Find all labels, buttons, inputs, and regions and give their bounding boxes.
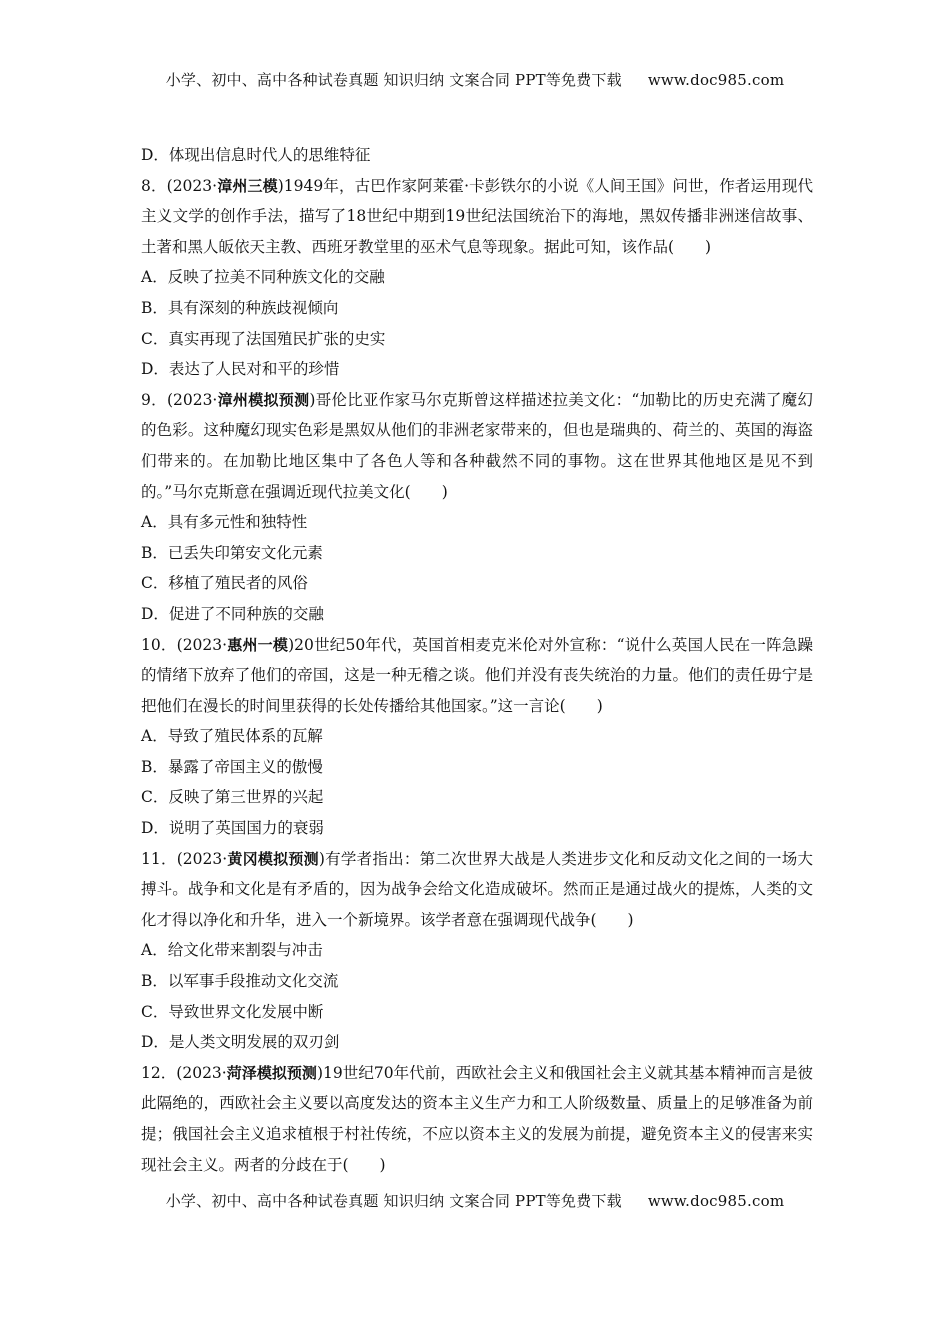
source-open: (2023· [176, 635, 228, 654]
question-number: 9． [141, 390, 167, 409]
question-number: 12． [141, 1063, 177, 1082]
source-close: ) [277, 176, 284, 195]
question-text: 1949年，古巴作家阿莱霍·卡彭铁尔的小说《人间王国》问世，作者运用现代主义文学的创作手法，描写了18世纪中期到19世纪法国统治下的海地，黑奴传播非洲迷信故事、土著和黑人皈依天主教、西班牙教堂里的巫术气息等现象。据此可知，该作品( ) [141, 176, 813, 256]
question-stem [141, 844, 813, 936]
source-close: ) [288, 635, 295, 654]
source-close: ) [316, 1063, 324, 1082]
option-b: B．具有深刻的种族歧视倾向 [141, 298, 339, 317]
question-9 [141, 385, 813, 630]
question-content [141, 140, 813, 1180]
option-b: B．暴露了帝国主义的傲慢 [141, 757, 323, 776]
option-d: D．表达了人民对和平的珍惜 [141, 360, 340, 379]
option-a: A．具有多元性和独特性 [141, 513, 308, 532]
header-text: 小学、初中、高中各种试卷真题 知识归纳 文案合同 PPT等免费下载 [165, 71, 622, 89]
header-site-link[interactable]: www.doc985.com [647, 71, 785, 89]
source-open: (2023· [176, 849, 228, 868]
source-open: (2023· [166, 390, 218, 409]
question-source: 漳州模拟预测 [217, 390, 310, 409]
question-12 [141, 1058, 813, 1180]
page-footer [0, 1190, 950, 1211]
question-number: 8． [141, 176, 167, 195]
question-text: 哥伦比亚作家马尔克斯曾这样描述拉美文化：“加勒比的历史充满了魔幻的色彩。这种魔幻现实色彩是黑奴从他们的非洲老家带来的，但也是瑞典的、荷兰的、英国的海盗们带来的。在加勒比地区集中了各色人等和各种截然不同的事物。这在世界其他地区是见不到的。”马尔克斯意在强调近现代拉美文化( ) [141, 390, 813, 501]
question-stem [141, 630, 813, 722]
option-a: A．反映了拉美不同种族文化的交融 [141, 268, 385, 287]
question-number: 10． [141, 635, 177, 654]
question-text: 20世纪50年代，英国首相麦克米伦对外宣称：“说什么英国人民在一阵急躁的情绪下放弃了他们的帝国，这是一种无稽之谈。他们并没有丧失统治的力量。他们的责任毋宁是把他们在漫长的时间里获得的长处传播给其他国家。”这一言论( ) [141, 635, 813, 715]
question-stem [141, 171, 813, 263]
option-a: A．给文化带来割裂与冲击 [141, 941, 323, 960]
question-8 [141, 171, 813, 385]
option-d: D．促进了不同种族的交融 [141, 604, 324, 623]
question-number: 11． [141, 849, 177, 868]
option-d: D．是人类文明发展的双刃剑 [141, 1033, 340, 1052]
source-open: (2023· [176, 1063, 227, 1082]
option-b: B．已丢失印第安文化元素 [141, 543, 323, 562]
question-text: 19世纪70年代前，西欧社会主义和俄国社会主义就其基本精神而言是彼此隔绝的，西欧社会主义要以高度发达的资本主义生产力和工人阶级数量、质量上的足够准备为前提；俄国社会主义追求植根于村社传统，不应以资本主义的发展为前提，避免资本主义的侵害来实现社会主义。两者的分歧在于( ) [141, 1063, 813, 1174]
option-c: C．反映了第三世界的兴起 [141, 788, 324, 807]
question-11 [141, 844, 813, 1058]
footer-text: 小学、初中、高中各种试卷真题 知识归纳 文案合同 PPT等免费下载 [165, 1192, 622, 1210]
source-close: ) [318, 849, 325, 868]
option-c: C．移植了殖民者的风俗 [141, 574, 308, 593]
option-a: A．导致了殖民体系的瓦解 [141, 727, 323, 746]
question-source: 漳州三模 [217, 176, 278, 195]
page-header [0, 69, 950, 90]
question-stem [141, 385, 813, 507]
question-10 [141, 630, 813, 844]
question-source: 惠州一模 [227, 635, 289, 654]
question-stem [141, 1058, 813, 1180]
lead-option: D．体现出信息时代人的思维特征 [141, 146, 371, 164]
source-open: (2023· [166, 176, 218, 195]
footer-site-link[interactable]: www.doc985.com [647, 1192, 785, 1210]
option-c: C．导致世界文化发展中断 [141, 1002, 324, 1021]
question-source: 菏泽模拟预测 [226, 1063, 317, 1082]
question-source: 黄冈模拟预测 [227, 849, 319, 868]
source-close: ) [309, 390, 316, 409]
option-b: B．以军事手段推动文化交流 [141, 972, 339, 991]
option-c: C．真实再现了法国殖民扩张的史实 [141, 329, 386, 348]
question-text: 有学者指出：第二次世界大战是人类进步文化和反动文化之间的一场大搏斗。战争和文化是有矛盾的，因为战争会给文化造成破坏。然而正是通过战火的提炼，人类的文化才得以净化和升华，进入一个新境界。该学者意在强调现代战争( ) [141, 849, 813, 929]
option-d: D．说明了英国国力的衰弱 [141, 819, 324, 838]
